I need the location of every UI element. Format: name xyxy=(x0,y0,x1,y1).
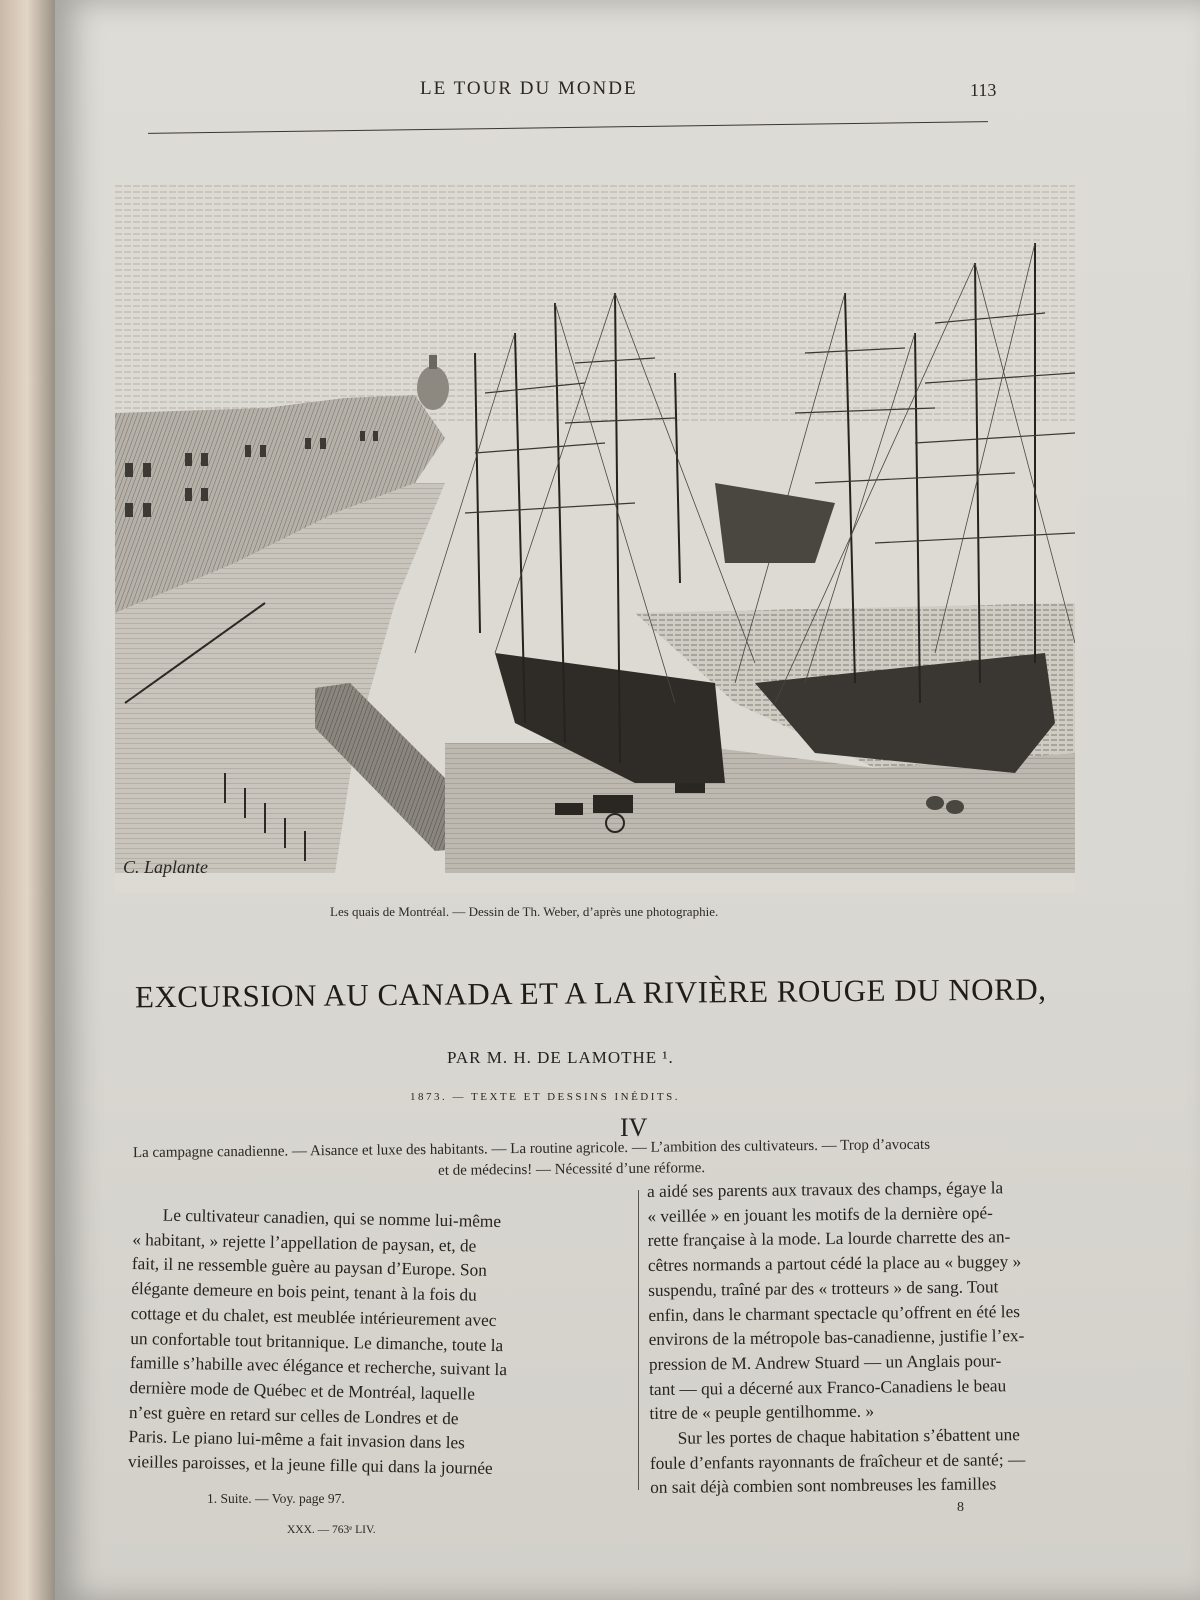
article-author: PAR M. H. DE LAMOTHE ¹. xyxy=(447,1048,674,1067)
text-line: élégante demeure en bois peint, tenant à la fois du xyxy=(131,1279,477,1305)
illustration-caption: Les quais de Montréal. — Dessin de Th. Weber, d’après une photographie. xyxy=(330,904,719,919)
text-line: Paris. Le piano lui-même a fait invasion dans les xyxy=(128,1427,466,1453)
running-title: LE TOUR DU MONDE xyxy=(420,78,638,99)
book-page xyxy=(55,0,1200,1600)
footnote: 1. Suite. — Voy. page 97. xyxy=(207,1491,345,1506)
text-line: titre de « peuple gentilhomme. » xyxy=(649,1401,875,1424)
text-line: environs de la métropole bas-canadienne, justifie l’ex- xyxy=(648,1326,1025,1350)
printer-signature-line: XXX. — 763ᵉ LIV. xyxy=(287,1524,376,1536)
chapter-summary-line: La campagne canadienne. — Aisance et luxe des habitants. — La routine agricole. — L’ambition des cultivateurs. — Trop d’avocats xyxy=(132,1136,931,1162)
chapter-summary-line: et de médecins! — Nécessité d’une réforme. xyxy=(438,1160,706,1179)
text-line: « veillée » en jouant les motifs de la dernière opé- xyxy=(647,1203,993,1226)
text-line: dernière mode de Québec et de Montréal, laquelle xyxy=(129,1377,476,1404)
text-column-right xyxy=(647,1175,1125,1501)
text-line: Le cultivateur canadien, qui se nomme lui-même xyxy=(162,1205,502,1232)
text-line: on sait déjà combien sont nombreuses les familles xyxy=(650,1474,997,1498)
text-line: famille s’habille avec élégance et recherche, suivant la xyxy=(129,1353,508,1380)
article-title: EXCURSION AU CANADA ET A LA RIVIÈRE ROUGE DU NORD, xyxy=(134,971,1047,1015)
article-dateline: 1873. — TEXTE ET DESSINS INÉDITS. xyxy=(410,1091,681,1103)
text-line: rette française à la mode. La lourde charrette des an- xyxy=(647,1227,1011,1251)
text-line: pression de M. Andrew Stuard — un Anglais pour- xyxy=(648,1351,1002,1374)
text-line: vieilles paroisses, et la jeune fille qui dans la journée xyxy=(127,1451,493,1478)
text-line: « habitant, » rejette l’appellation de paysan, et, de xyxy=(132,1229,477,1256)
text-line: un confortable tout britannique. Le dimanche, toute la xyxy=(130,1328,504,1355)
sheet-mark: 8 xyxy=(957,1500,964,1515)
engraver-signature: C. Laplante xyxy=(123,857,209,877)
text-line: enfin, dans le charmant spectacle qu’offrent en été les xyxy=(648,1301,1021,1325)
text-line: n’est guère en retard sur celles de Londres et de xyxy=(128,1402,459,1428)
text-line: cêtres normands a partout cédé la place au « buggey » xyxy=(647,1252,1022,1276)
harbour-engraving-drawing xyxy=(115,183,1075,893)
column-rule xyxy=(638,1190,639,1490)
text-line: tant — qui a décerné aux Franco-Canadiens le beau xyxy=(649,1375,1007,1399)
text-line: foule d’enfants rayonnants de fraîcheur et de santé; — xyxy=(649,1449,1026,1473)
text-line: cottage et du chalet, est meublée intérieurement avec xyxy=(130,1303,497,1330)
page-number: 113 xyxy=(970,80,997,100)
harbour-engraving xyxy=(115,183,1075,893)
text-line: a aidé ses parents aux travaux des champs, égaye la xyxy=(647,1178,1004,1201)
chapter-number: IV xyxy=(620,1113,648,1142)
text-line: suspendu, traîné par des « trotteurs » de sang. Tout xyxy=(648,1277,999,1300)
book-spine-edge xyxy=(0,0,60,1600)
text-line: Sur les portes de chaque habitation s’ébattent une xyxy=(677,1425,1020,1448)
text-column-left xyxy=(128,1203,638,1484)
header-rule xyxy=(148,121,988,134)
text-line: fait, il ne ressemble guère au paysan d’Europe. Son xyxy=(131,1254,488,1281)
